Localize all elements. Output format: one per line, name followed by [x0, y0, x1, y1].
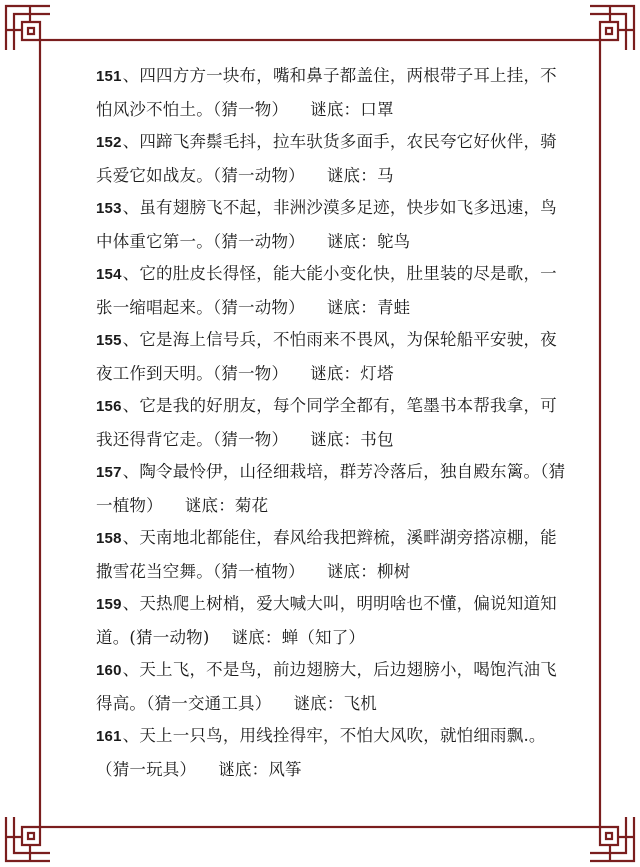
riddle-number: 153	[96, 200, 122, 217]
riddle-answer: 风筝	[268, 759, 302, 779]
riddle-number: 151	[96, 68, 122, 85]
riddle-category: （猜一动物）	[212, 297, 305, 317]
riddle-number: 161	[96, 728, 122, 745]
riddle-category: （猜一物）	[212, 429, 289, 449]
riddle-item	[96, 390, 566, 456]
riddle-answer: 鸵鸟	[376, 231, 411, 251]
riddle-text: 四蹄飞奔鬃毛抖，拉车驮货多面手，农民夸它好伙伴，骑兵爱它如战友。	[96, 132, 557, 185]
riddle-text: 虽有翅膀飞不起，非洲沙漠多足迹，快步如飞多迅速，鸟中体重它第一。	[96, 198, 557, 251]
riddle-item	[96, 60, 566, 126]
riddle-item	[96, 192, 566, 258]
riddle-answer: 书包	[360, 429, 394, 449]
riddle-text: 四四方方一块布，嘴和鼻子都盖住，两根带子耳上挂，不怕风沙不怕土。	[96, 66, 557, 119]
riddle-separator: 、	[122, 528, 140, 547]
riddle-separator: 、	[122, 462, 140, 481]
riddle-category: （猜一玩具）	[96, 759, 197, 779]
riddle-number: 159	[96, 596, 122, 613]
riddle-category: （猜一物）	[212, 99, 289, 119]
riddle-answer: 飞机	[343, 693, 377, 713]
riddle-text: 天热爬上树梢，爱大喊大叫，明明啥也不懂，偏说知道知道。	[96, 594, 557, 647]
riddle-number: 158	[96, 530, 122, 547]
riddle-item	[96, 126, 566, 192]
riddle-answer: 口罩	[360, 99, 394, 119]
riddle-list	[96, 60, 566, 786]
riddle-item	[96, 258, 566, 324]
riddle-answer: 青蛙	[376, 297, 411, 317]
riddle-item	[96, 522, 566, 588]
riddle-answer: 马	[376, 165, 394, 185]
riddle-number: 154	[96, 266, 122, 283]
riddle-separator: 、	[122, 726, 140, 745]
riddle-category: （猜一动物）	[212, 231, 305, 251]
riddle-answer: 菊花	[234, 495, 269, 515]
riddle-text: 天上飞，不是鸟，前边翅膀大，后边翅膀小，喝饱汽油飞得高。	[96, 660, 557, 713]
riddle-number: 155	[96, 332, 122, 349]
riddle-category: (猜一动物)	[129, 627, 210, 647]
riddle-number: 160	[96, 662, 122, 679]
riddle-answer-label: 谜底：	[218, 759, 269, 779]
riddle-answer-label: 谜底：	[231, 627, 282, 647]
riddle-category: （猜一植物）	[96, 462, 566, 515]
riddle-text: 它是我的好朋友，每个同学全都有，笔墨书本帮我拿，可我还得背它走。	[96, 396, 557, 449]
riddle-answer-label: 谜底：	[326, 561, 377, 581]
riddle-number: 156	[96, 398, 122, 415]
riddle-separator: 、	[122, 396, 140, 415]
riddle-answer-label: 谜底：	[293, 693, 344, 713]
riddle-item	[96, 720, 566, 786]
riddle-separator: 、	[122, 198, 140, 217]
riddle-answer-label: 谜底：	[310, 99, 361, 119]
riddle-separator: 、	[122, 594, 140, 613]
riddle-answer-label: 谜底：	[184, 495, 235, 515]
corner-bottom-right-ornament	[590, 817, 634, 861]
corner-bottom-left-ornament	[6, 817, 50, 861]
riddle-item	[96, 324, 566, 390]
riddle-answer: 蝉（知了）	[281, 627, 366, 647]
riddle-category: （猜一动物）	[212, 165, 305, 185]
riddle-answer-label: 谜底：	[310, 363, 361, 383]
riddle-item	[96, 588, 566, 654]
riddle-answer-label: 谜底：	[326, 231, 377, 251]
riddle-answer: 灯塔	[360, 363, 394, 383]
riddle-answer-label: 谜底：	[310, 429, 361, 449]
riddle-answer-label: 谜底：	[326, 297, 377, 317]
riddle-text: 陶令最怜伊，山径细栽培，群芳冷落后，独自殿东篱。	[139, 462, 541, 481]
riddle-category: （猜一植物）	[212, 561, 305, 581]
riddle-text: 它是海上信号兵，不怕雨来不畏风，为保轮船平安驶，夜夜工作到天明。	[96, 330, 557, 383]
riddle-text: 天南地北都能住，春风给我把辫梳，溪畔湖旁搭凉棚，能撒雪花当空舞。	[96, 528, 557, 581]
corner-top-right-ornament	[590, 6, 634, 50]
riddle-category: （猜一交通工具）	[146, 693, 272, 713]
riddle-separator: 、	[122, 660, 140, 679]
riddle-separator: 、	[122, 264, 140, 283]
riddle-separator: 、	[122, 132, 140, 151]
riddle-item	[96, 654, 566, 720]
riddle-number: 152	[96, 134, 122, 151]
riddle-text: 天上一只鸟，用线拴得牢，不怕大风吹，就怕细雨飘.。	[139, 726, 546, 745]
riddle-category: （猜一物）	[212, 363, 289, 383]
riddle-text: 它的肚皮长得怪，能大能小变化快，肚里装的尽是歌，一张一缩唱起来。	[96, 264, 557, 317]
riddle-separator: 、	[122, 66, 140, 85]
riddle-answer-label: 谜底：	[326, 165, 377, 185]
riddle-answer: 柳树	[376, 561, 411, 581]
riddle-item	[96, 456, 566, 522]
riddle-number: 157	[96, 464, 122, 481]
riddle-separator: 、	[122, 330, 140, 349]
corner-top-left-ornament	[6, 6, 50, 50]
